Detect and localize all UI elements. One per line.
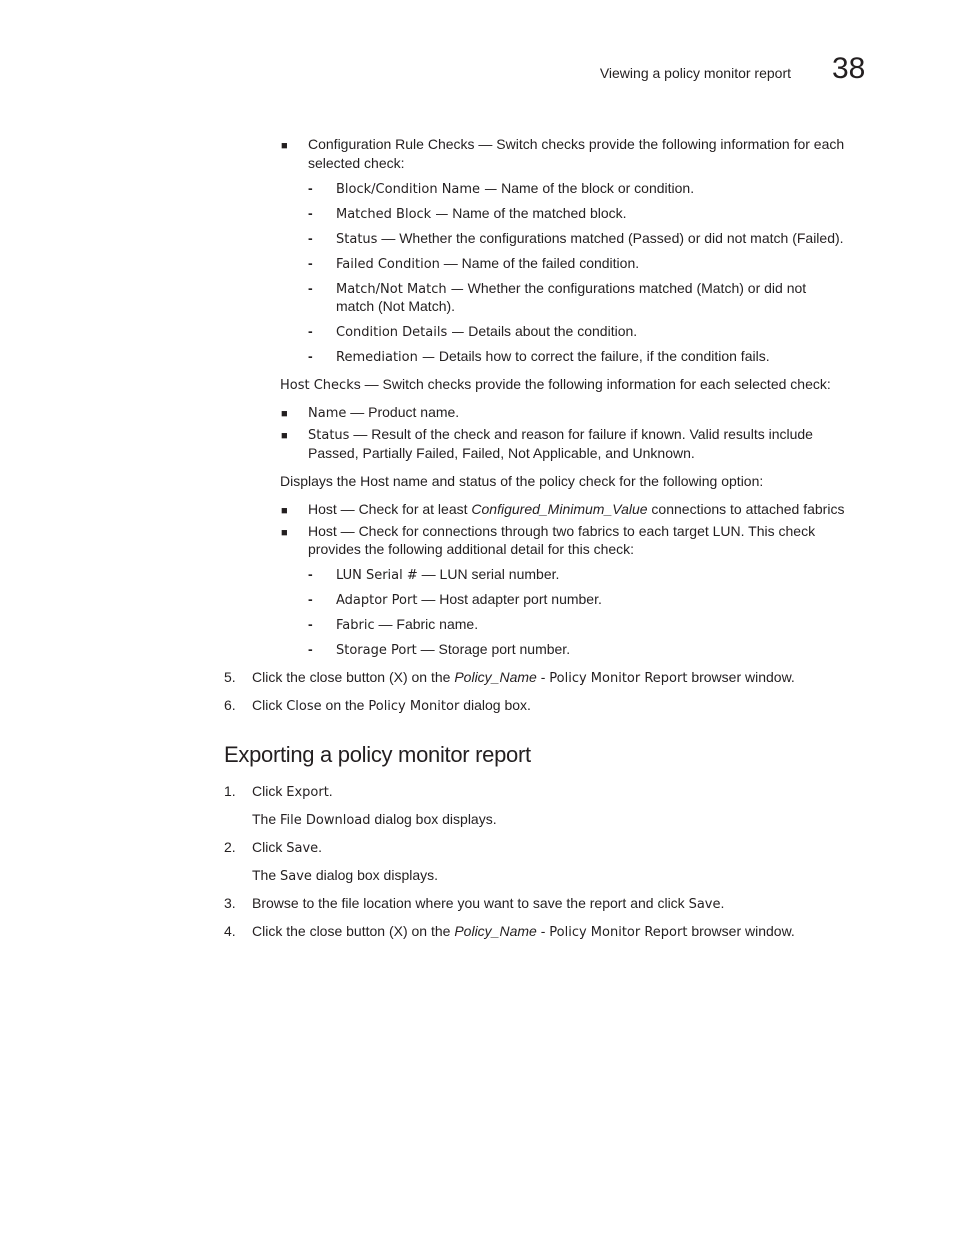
dash-bullet-icon: -: [308, 348, 313, 364]
list-item-continuation: Passed, Partially Failed, Failed, Not Applicable, and Unknown.: [308, 445, 695, 461]
step-number: 4.: [224, 923, 236, 939]
chapter-number: 38: [832, 52, 866, 85]
displays-paragraph: Displays the Host name and status of the policy check for the following option:: [280, 473, 764, 489]
list-item: Matched Block — Name of the matched block.: [336, 205, 627, 222]
list-item-continuation: provides the following additional detail for this check:: [308, 541, 635, 557]
bullet-square-icon: ■: [281, 505, 288, 517]
section-title: Viewing a policy monitor report: [599, 65, 791, 81]
step-text: Click Export.: [252, 783, 333, 800]
step-number: 6.: [224, 697, 236, 713]
step-text: Click Save.: [252, 839, 323, 856]
list-item: Block/Condition Name — Name of the block or condition.: [336, 180, 695, 197]
list-item: Host — Check for connections through two fabrics to each target LUN. This check: [308, 523, 816, 539]
bullet-square-icon: ■: [281, 408, 288, 420]
dash-bullet-icon: -: [308, 616, 313, 632]
step-text: Browse to the file location where you want to save the report and click Save.: [252, 895, 725, 912]
section-heading: Exporting a policy monitor report: [224, 742, 531, 767]
step-text: Click Close on the Policy Monitor dialog box.: [252, 697, 531, 714]
list-item: Fabric — Fabric name.: [336, 616, 479, 633]
dash-bullet-icon: -: [308, 230, 313, 246]
step-result: The File Download dialog box displays.: [252, 811, 497, 828]
step-number: 1.: [224, 783, 236, 799]
step-text: Click the close button (X) on the Policy_Name - Policy Monitor Report browser window.: [252, 669, 795, 686]
dash-bullet-icon: -: [308, 205, 313, 221]
list-item: Status — Result of the check and reason for failure if known. Valid results include: [308, 426, 813, 443]
dash-bullet-icon: -: [308, 591, 313, 607]
bullet-square-icon: ■: [281, 527, 288, 539]
dash-bullet-icon: -: [308, 323, 313, 339]
list-item: Name — Product name.: [308, 404, 460, 421]
bullet-square-icon: ■: [281, 430, 288, 442]
list-item: Match/Not Match — Whether the configurations matched (Match) or did not: [336, 280, 807, 297]
step-result: The Save dialog box displays.: [252, 867, 439, 884]
step-text: Click the close button (X) on the Policy_Name - Policy Monitor Report browser window.: [252, 923, 795, 940]
list-item: Status — Whether the configurations matched (Passed) or did not match (Failed).: [336, 230, 844, 247]
intro-line-2: selected check:: [308, 155, 405, 171]
list-item: LUN Serial # — LUN serial number.: [336, 566, 560, 583]
list-item: Failed Condition — Name of the failed condition.: [336, 255, 640, 272]
host-checks-intro: Host Checks — Switch checks provide the following information for each selected check:: [280, 376, 831, 393]
dash-bullet-icon: -: [308, 255, 313, 271]
list-item-continuation: match (Not Match).: [336, 298, 456, 314]
step-number: 5.: [224, 669, 236, 685]
dash-bullet-icon: -: [308, 566, 313, 582]
list-item: Host — Check for at least Configured_Minimum_Value connections to attached fabrics: [308, 501, 845, 517]
intro-line-1: Configuration Rule Checks — Switch checks provide the following information for each: [308, 136, 845, 152]
list-item: Condition Details — Details about the condition.: [336, 323, 638, 340]
step-number: 3.: [224, 895, 236, 911]
bullet-square-icon: ■: [281, 140, 288, 152]
dash-bullet-icon: -: [308, 641, 313, 657]
list-item: Storage Port — Storage port number.: [336, 641, 571, 658]
list-item: Remediation — Details how to correct the failure, if the condition fails.: [336, 348, 770, 365]
list-item: Adaptor Port — Host adapter port number.: [336, 591, 602, 608]
dash-bullet-icon: -: [308, 280, 313, 296]
step-number: 2.: [224, 839, 236, 855]
dash-bullet-icon: -: [308, 180, 313, 196]
